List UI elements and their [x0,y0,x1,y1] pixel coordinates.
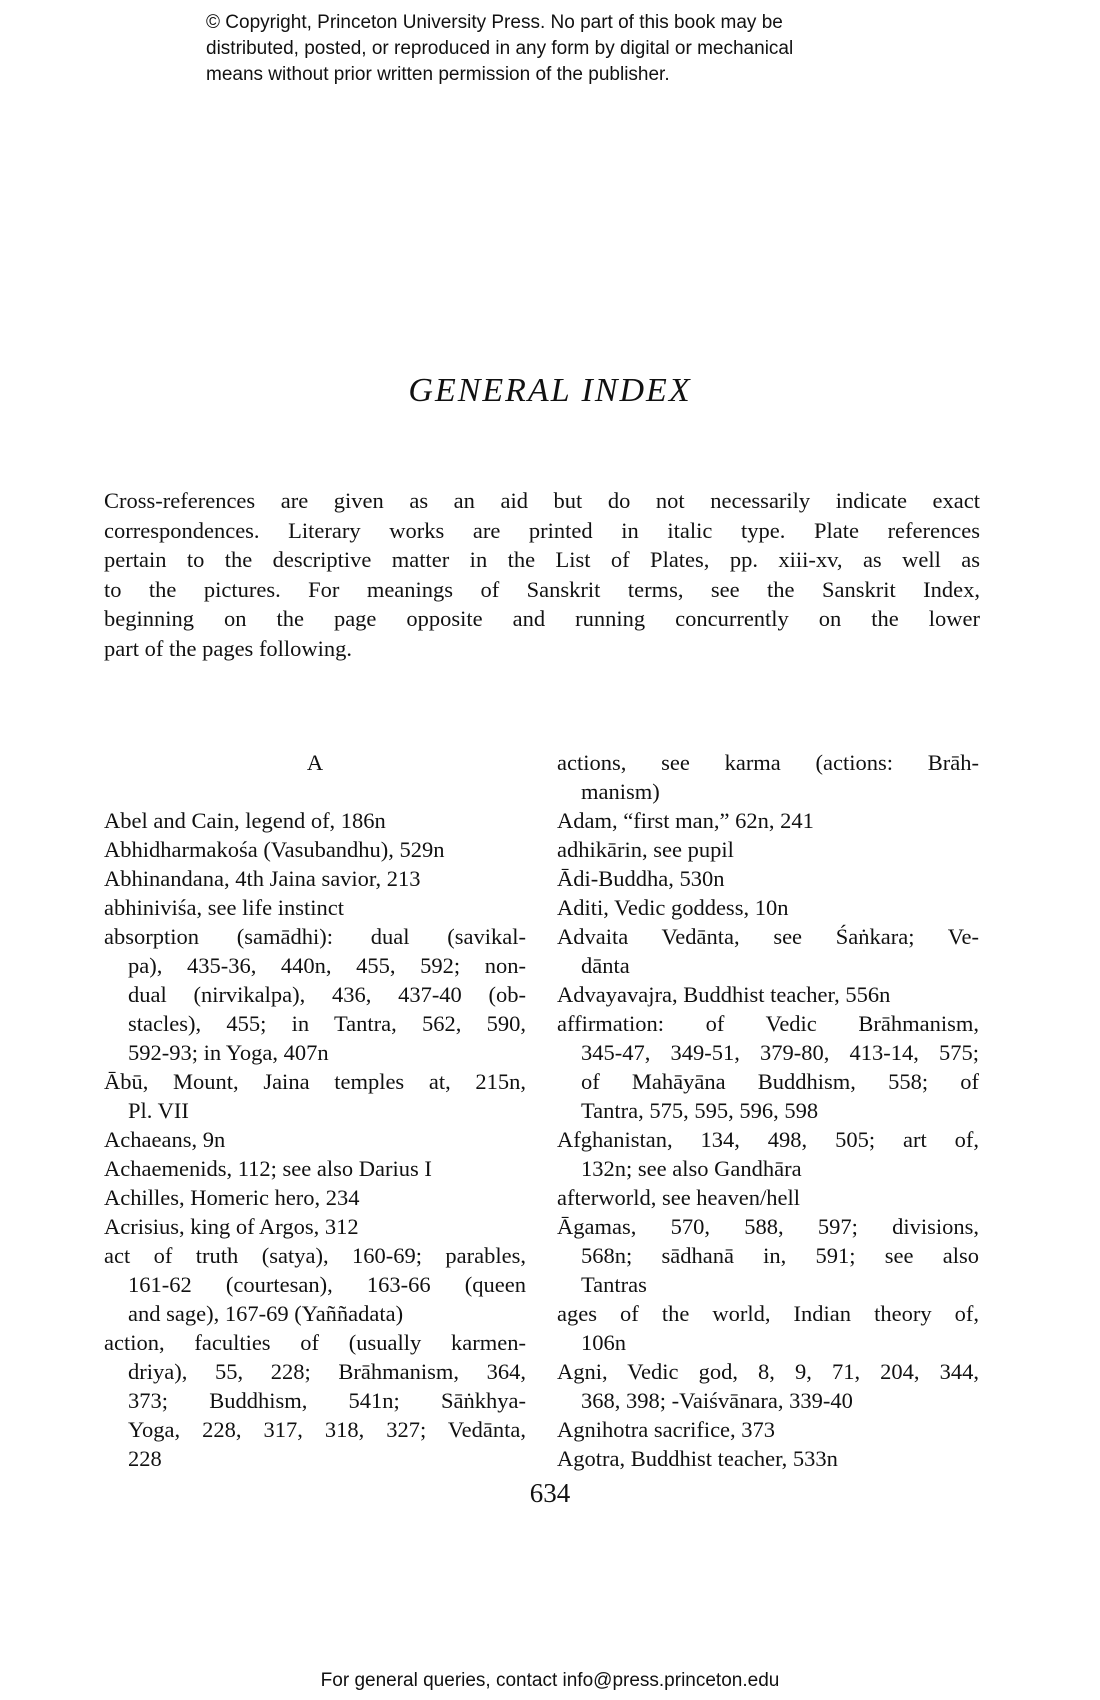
index-entry-line: act of truth (satya), 160-69; parables, [104,1243,526,1268]
intro-line: Cross-references are given as an aid but do not necessarily indicate exact [104,488,980,513]
index-entry-line: ages of the world, Indian theory of, [557,1301,979,1326]
index-entry-line: Abhinandana, 4th Jaina savior, 213 [104,866,421,891]
page-title: GENERAL INDEX [408,372,692,409]
index-entry-line: 228 [128,1446,162,1471]
index-entry-line: Advayavajra, Buddhist teacher, 556n [557,982,891,1007]
index-entry-line: Ādi-Buddha, 530n [557,866,725,891]
index-entry-line: 368, 398; -Vaiśvānara, 339-40 [581,1388,853,1413]
index-entry-line: Achilles, Homeric hero, 234 [104,1185,360,1210]
index-entry-line: and sage), 167-69 (Yaññadata) [128,1301,404,1326]
intro-line: part of the pages following. [104,635,353,661]
index-entry-line: 568n; sādhanā in, 591; see also [581,1243,979,1268]
index-entry-line: Abel and Cain, legend of, 186n [104,808,386,833]
copyright-line: means without prior written permission of the publisher. [206,64,670,85]
index-entry-line: adhikārin, see pupil [557,837,734,862]
index-entry [557,922,979,980]
index-entries-left [104,806,526,1473]
intro-line: beginning on the page opposite and running concurrently on the lower [104,606,980,631]
index-entry-line: Advaita Vedānta, see Śaṅkara; Ve- [557,924,979,949]
index-entry [104,1183,526,1212]
index-entry [557,1183,979,1212]
index-entry [557,864,979,893]
index-entry-line: 106n [581,1330,626,1355]
intro-line: correspondences. Literary works are printed in italic type. Plate references [104,517,980,543]
index-entry [557,835,979,864]
index-entry-line: Ābū, Mount, Jaina temples at, 215n, [104,1069,526,1094]
intro-line: pertain to the descriptive matter in the List of Plates, pp. xiii-xv, as well as [104,547,980,572]
index-entry-line: abhiniviśa, see life instinct [104,895,344,920]
index-entry [557,980,979,1009]
index-column-right [557,748,979,1473]
index-entry-line: Agotra, Buddhist teacher, 533n [557,1446,838,1471]
index-entry [104,835,526,864]
index-entry [557,1212,979,1299]
index-entry-line: affirmation: of Vedic Brāhmanism, [557,1011,979,1036]
index-entry [557,1125,979,1183]
index-entry-line: 592-93; in Yoga, 407n [128,1040,329,1065]
index-entry-line: driya), 55, 228; Brāhmanism, 364, [128,1359,526,1384]
index-entry-line: 345-47, 349-51, 379-80, 413-14, 575; [581,1040,979,1065]
index-entry-line: afterworld, see heaven/hell [557,1185,801,1210]
section-letter: A [306,750,324,775]
index-entry [104,1125,526,1154]
index-entry [557,806,979,835]
index-entry-line: Achaemenids, 112; see also Darius I [104,1156,432,1181]
index-entry-line: Āgamas, 570, 588, 597; divisions, [557,1214,979,1239]
index-entry [104,1328,526,1473]
index-entry [557,1357,979,1415]
footer-contact: For general queries, contact info@press.princeton.edu [320,1670,780,1691]
page-number: 634 [529,1478,571,1508]
index-entry-line: of Mahāyāna Buddhism, 558; of [581,1069,979,1094]
index-entry-line: 373; Buddhism, 541n; Sāṅkhya- [128,1388,526,1413]
index-entry [104,1212,526,1241]
index-entry-line: dānta [581,953,630,978]
index-entry [104,1241,526,1328]
index-entry-line: 132n; see also Gandhāra [581,1156,802,1181]
index-column-left [104,748,526,1473]
index-entry [557,1299,979,1357]
index-entry-line: action, faculties of (usually karmen- [104,1330,526,1355]
index-entry [104,1067,526,1125]
index-entry [557,1415,979,1444]
index-entry-line: Achaeans, 9n [104,1127,226,1152]
index-entry-line: Agni, Vedic god, 8, 9, 71, 204, 344, [557,1359,979,1384]
index-entry [557,1444,979,1473]
index-entry [104,1154,526,1183]
index-entry [104,893,526,922]
index-entry-line: Tantra, 575, 595, 596, 598 [581,1098,819,1123]
index-entry-line: 161-62 (courtesan), 163-66 (queen [128,1272,526,1297]
index-entry-line: stacles), 455; in Tantra, 562, 590, [128,1011,526,1036]
index-entry [104,864,526,893]
index-entry-line: pa), 435-36, 440n, 455, 592; non- [128,953,526,978]
index-entry-line: Tantras [581,1272,647,1297]
index-entry [557,893,979,922]
index-entries-right [557,748,979,1473]
index-entry-line: Aditi, Vedic goddess, 10n [557,895,789,920]
index-entry-line: Pl. VII [128,1098,189,1123]
index-entry-line: absorption (samādhi): dual (savikal- [104,924,526,949]
intro-line: to the pictures. For meanings of Sanskrit terms, see the Sanskrit Index, [104,576,980,602]
copyright-line: distributed, posted, or reproduced in any form by digital or mechanical [206,38,794,59]
copyright-notice [206,10,926,88]
index-entry [557,1009,979,1125]
index-entry-line: Yoga, 228, 317, 318, 327; Vedānta, [128,1417,526,1442]
index-entry-line: Agnihotra sacrifice, 373 [557,1417,776,1442]
index-entry-line: manism) [581,779,660,804]
index-entry-line: actions, see karma (actions: Brāh- [557,750,979,775]
index-entry-line: dual (nirvikalpa), 436, 437-40 (ob- [128,982,526,1007]
index-entry-line: Acrisius, king of Argos, 312 [104,1214,359,1239]
index-entry-line: Adam, “first man,” 62n, 241 [557,808,814,833]
index-intro-paragraph [104,486,980,663]
index-entry [557,748,979,806]
index-entry [104,806,526,835]
index-entry [104,922,526,1067]
index-entry-line: Abhidharmakośa (Vasubandhu), 529n [104,837,445,862]
index-entry-line: Afghanistan, 134, 498, 505; art of, [557,1127,979,1152]
copyright-line: © Copyright, Princeton University Press. No part of this book may be [206,12,783,33]
